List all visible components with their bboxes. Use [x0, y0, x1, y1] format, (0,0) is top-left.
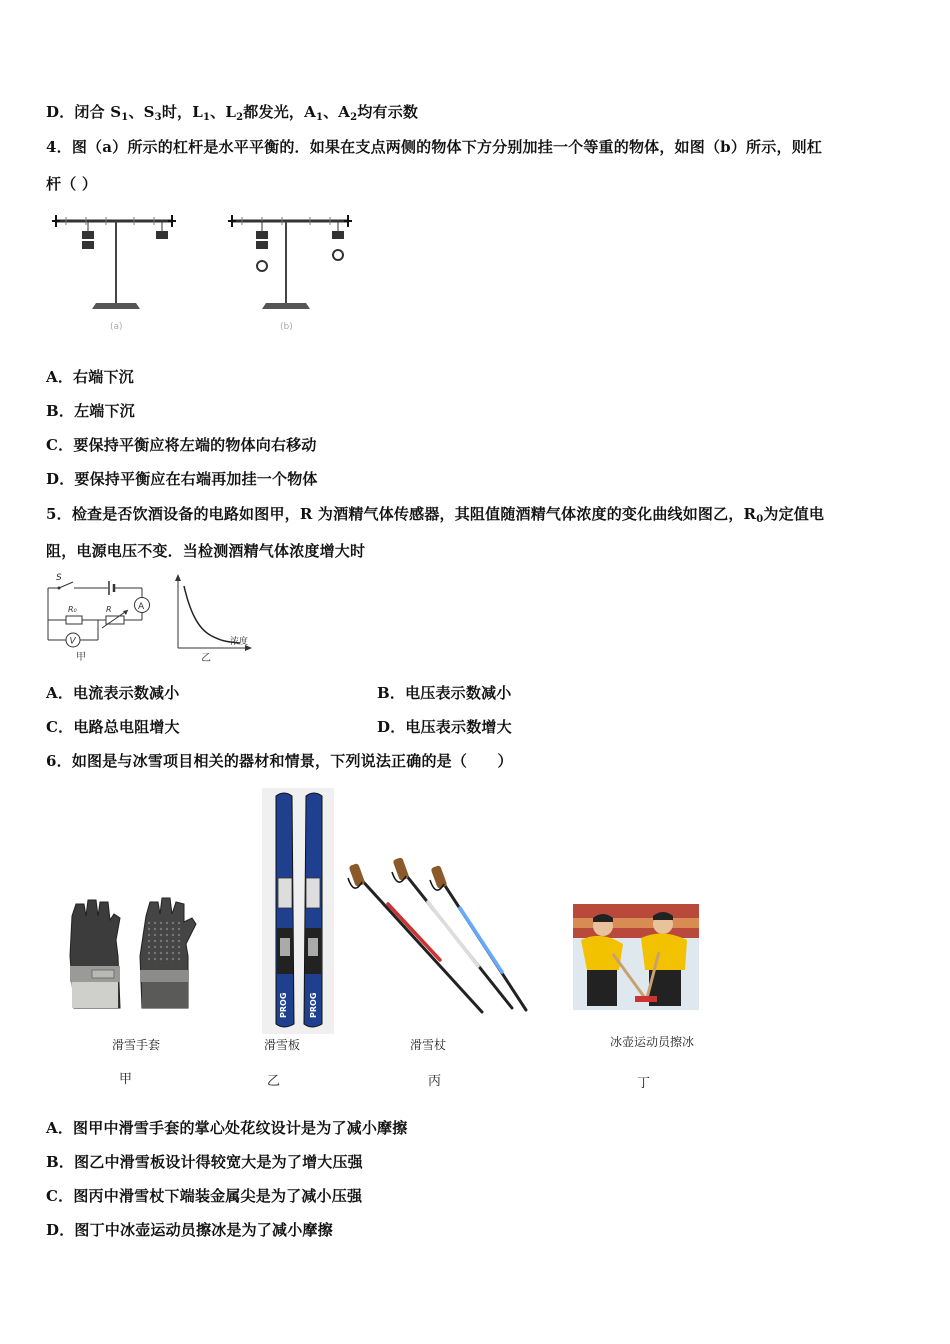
svg-text:R: R: [106, 605, 112, 614]
q5-option-c: C．电路总电阻增大: [46, 718, 180, 736]
q4-option-d: D．要保持平衡应在右端再加挂一个物体: [46, 470, 318, 488]
fig-b-label: (b): [280, 322, 293, 332]
caption-poles: 滑雪杖: [410, 1038, 447, 1052]
q6-option-d: D．图丁中冰壶运动员擦冰是为了减小摩擦: [46, 1221, 333, 1239]
q4-option-a: A．右端下沉: [46, 368, 134, 386]
q4-option-b: B．左端下沉: [46, 402, 135, 420]
ski-gloves-image: [62, 896, 202, 1016]
caption-curling: 冰壶运动员擦冰: [610, 1035, 695, 1049]
q5-stem-line2: 阻，电源电压不变．当检测酒精气体浓度增大时: [46, 542, 366, 560]
lever-figure-a: [52, 215, 176, 332]
lever-figures: [46, 205, 362, 335]
graph-xlabel: 浓度: [230, 637, 249, 647]
curling-sweepers-image: [573, 904, 699, 1010]
q6-stem: 6．如图是与冰雪项目相关的器材和情景，下列说法正确的是（ ）: [46, 752, 513, 770]
fig-a-label: (a): [110, 322, 123, 332]
caption-skis: 滑雪板: [264, 1038, 301, 1052]
q4-stem-line1: 4．图（a）所示的杠杆是水平平衡的．如果在支点两侧的物体下方分别加挂一个等重的物体，如图（b）所示，则杠: [46, 138, 823, 156]
q6-option-b: B．图乙中滑雪板设计得较宽大是为了增大压强: [46, 1153, 363, 1171]
label-yi: 乙: [267, 1074, 281, 1089]
svg-text:PROG: PROG: [309, 992, 318, 1018]
skis-image: [262, 788, 334, 1034]
svg-text:S: S: [56, 573, 62, 583]
svg-text:PROG: PROG: [279, 992, 288, 1018]
resistance-concentration-graph: [168, 572, 260, 666]
label-bing: 丙: [428, 1074, 442, 1089]
q4-option-c: C．要保持平衡应将左端的物体向右移动: [46, 436, 317, 454]
q3-option-d: D．闭合 $S_1$、$S_3$时，$L_1$、$L_2$都发光，$A_1$、$A_2$均有示数: [46, 103, 419, 123]
circuit-label: 甲: [76, 652, 86, 663]
caption-gloves: 滑雪手套: [112, 1038, 161, 1052]
graph-label: 乙: [201, 653, 211, 664]
q6-option-c: C．图丙中滑雪杖下端装金属尖是为了减小压强: [46, 1187, 363, 1205]
q4-stem-line2: 杆（ ）: [46, 175, 98, 193]
q5-option-b: B．电压表示数减小: [377, 684, 512, 702]
circuit-diagram: [40, 568, 158, 666]
svg-text:V: V: [69, 636, 76, 647]
q6-option-a: A．图甲中滑雪手套的掌心处花纹设计是为了减小摩擦: [46, 1119, 408, 1137]
svg-text:A: A: [138, 602, 145, 612]
svg-text:R₀: R₀: [68, 605, 77, 614]
label-jia: 甲: [119, 1072, 133, 1087]
q5-option-d: D．电压表示数增大: [377, 718, 512, 736]
ski-poles-image: [344, 856, 534, 1018]
q5-stem-line1: 5．检查是否饮酒设备的电路如图甲，R 为酒精气体传感器，其阻值随酒精气体浓度的变化曲线如图乙，$R_0$为定值电: [46, 505, 825, 525]
lever-figure-b: [228, 215, 352, 332]
label-ding: 丁: [637, 1076, 651, 1091]
q5-option-a: A．电流表示数减小: [46, 684, 180, 702]
